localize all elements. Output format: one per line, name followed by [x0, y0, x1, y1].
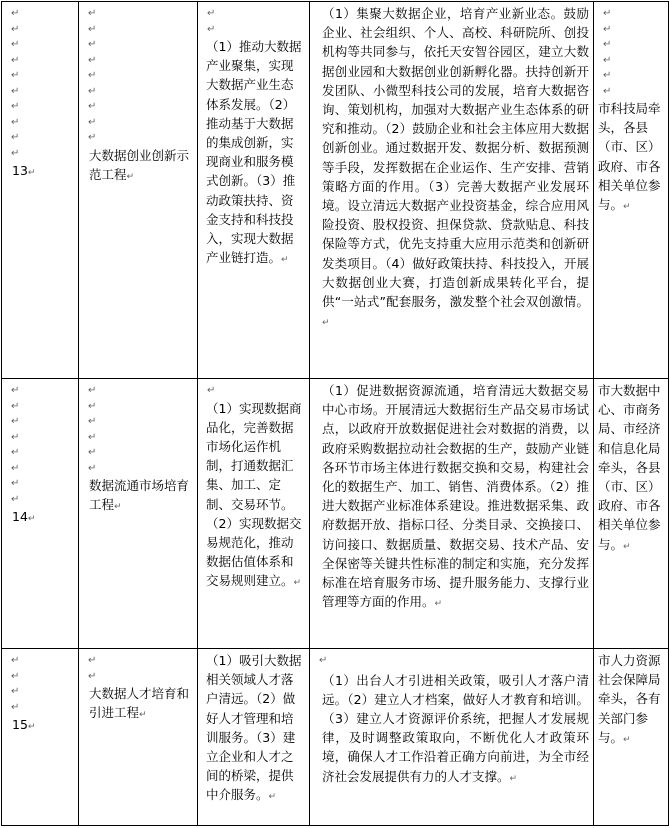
- paragraph-marks: ↵: [207, 385, 216, 396]
- project-table: [1, 1, 669, 826]
- responsible-unit: 市大数据中心、市商务局、市经济和信息化局牵头，各县（市、区）政府、市各相关单位参与。↵: [598, 383, 661, 552]
- project-goal: （1）吸引大数据相关领域人才落户清远。（2）做好人才管理和培训服务。（3）建立企业和人才之间的桥梁，提供中介服务。↵: [206, 653, 302, 803]
- paragraph-marks: ↵ ↵ ↵ ↵ ↵ ↵ ↵ ↵ ↵: [88, 8, 97, 143]
- unit-cell: [594, 379, 669, 649]
- paragraph-marks: ↵ ↵ ↵ ↵ ↵ ↵ ↵ ↵ ↵ ↵: [11, 8, 20, 159]
- paragraph-marks: ↵ ↵ ↵ ↵: [11, 655, 20, 713]
- project-name: 数据流通市场培育工程↵: [89, 478, 190, 513]
- project-name-cell: [79, 379, 198, 649]
- goal-cell: [198, 379, 310, 649]
- row-number: 13↵: [12, 163, 36, 178]
- unit-cell: [594, 649, 669, 826]
- paragraph-marks: ↵ ↵ ↵ ↵ ↵ ↵: [603, 8, 612, 97]
- project-goal: （1）推动大数据产业聚集，实现大数据产业生态体系发展。（2）推动基于大数据的集成创新，实现商业和服务模式创新。（3）推动政策扶持、资金支持和科技投入，实现大数据产业链打造。↵: [206, 39, 302, 266]
- responsible-unit: 市人力资源社会保障局牵头，各有关部门参与。↵: [598, 653, 661, 745]
- unit-cell: [594, 2, 669, 379]
- project-name-cell: [79, 2, 198, 379]
- paragraph-marks: ↵: [319, 655, 328, 666]
- project-content: （1）出台人才引进相关政策，吸引人才落户清远。（2）建立人才档案，做好人才教育和培训。（3）建立人才资源评价系统，把握人才发展规律，及时调整政策取向，不断优化人才政策环境，确保人才工作沿着正确方向前进，为全市经济社会发展提供有力的人才支撑。↵: [322, 672, 589, 784]
- content-cell: [310, 649, 594, 826]
- project-goal: （1）实现数据商品化，完善数据市场化运作机制，打通数据汇集、加工、定制、交易环节。（2）实现数据交易规范化，推动数据估值体系和交易规则建立。↵: [206, 400, 302, 589]
- row-number-cell: [2, 649, 79, 826]
- goal-cell: [198, 2, 310, 379]
- goal-cell: [198, 649, 310, 826]
- paragraph-marks: ↵ ↵ ↵ ↵ ↵ ↵: [88, 385, 97, 474]
- paragraph-marks: ↵ ↵ ↵ ↵ ↵ ↵ ↵ ↵: [11, 385, 20, 505]
- content-cell: [310, 2, 594, 379]
- project-content: （1）促进数据资源流通，培育清远大数据交易中心市场。开展清远大数据衍生产品交易市场试点，以政府开放数据促进社会对数据的消费，以政府采购数据拉动社会数据的生产，鼓励产业链各环节市场主体进行数据交换和交易，构建社会化的数据生产、加工、销售、消费体系。（2）推进大数据产业标准体系建设。推进数据采集、政府数据开放、指标口径、分类目录、交换接口、访问接口、数据质量、数据交易、技术产品、安全保密等关键共性标准的制定和实施，充分发挥标准在培育服务市场、提升服务能力、支撑行业管理等方面的作用。↵: [322, 383, 589, 610]
- paragraph-marks: ↵ ↵: [88, 655, 97, 682]
- row-number: 15↵: [12, 717, 36, 732]
- project-name: 大数据创业创新示范工程↵: [89, 147, 190, 182]
- project-content: （1）集聚大数据企业，培育产业新业态。鼓励企业、社会组织、个人、高校、科研院所、创投机构等共同参与，依托天安智谷园区，建立大数据创业园和大数据创业创新孵化器。扶持创新开发团队、小微型科技公司的发展，培育大数据咨询、策划机构，加强对大数据产业生态体系的研究和推动。（2）鼓励企业和社会主体应用大数据创新创业。通过数据开发、数据分析、数据预测等手段，发挥数据在企业运作、生产安排、营销策略方面的作用。（3）完善大数据产业发展环境。设立清远大数据产业投资基金，综合应用风险投资、股权投资、担保贷款、贷款贴息、科技保险等方式，优先支持重大应用示范类和创新研发类项目。（4）做好政策扶持、科技投入，开展大数据创业大赛，打造创新成果转化平台，提供“一站式”配套服务，激发整个社会双创激情。↵: [322, 6, 589, 329]
- table-row: [2, 649, 669, 826]
- row-number-cell: [2, 2, 79, 379]
- table-row: [2, 379, 669, 649]
- paragraph-marks: ↵ ↵: [207, 8, 216, 35]
- content-cell: [310, 379, 594, 649]
- project-name-cell: [79, 649, 198, 826]
- table-row: [2, 2, 669, 379]
- row-number: 14↵: [12, 509, 36, 524]
- responsible-unit: 市科技局牵头，各县（市、区）政府、市各相关单位参与。↵: [598, 101, 661, 213]
- row-number-cell: [2, 379, 79, 649]
- project-name: 大数据人才培育和引进工程↵: [89, 686, 190, 721]
